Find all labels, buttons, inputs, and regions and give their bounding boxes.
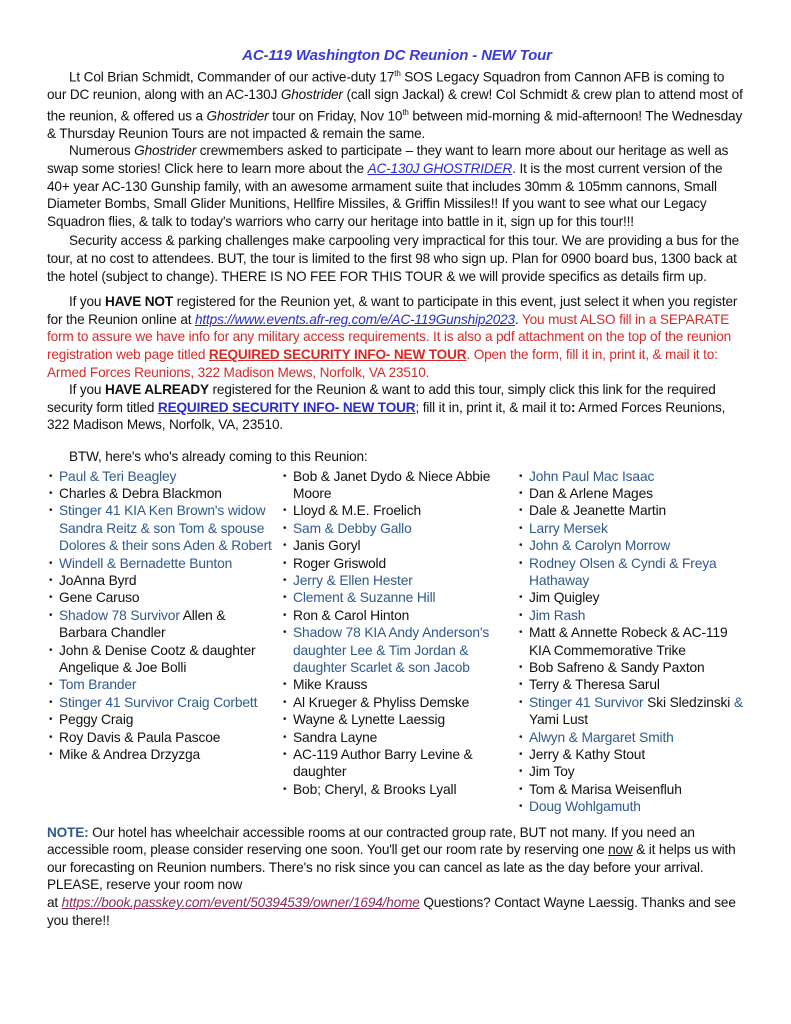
- attendee-item: [47, 589, 277, 606]
- attendee-columns: [47, 468, 747, 816]
- attendee-item: [281, 624, 511, 676]
- attendee-name: Roy Davis & Paula Pascoe: [59, 729, 221, 745]
- text: Our hotel has wheelchair accessible rooms at our contracted group rate, BUT not many. If you need an accessible room, please consider reserving one soon. You'll get our room rate by reserving one: [47, 824, 695, 858]
- attendee-item: [47, 572, 277, 589]
- text: If you: [69, 294, 105, 310]
- attendee-name: Tom Brander: [59, 677, 137, 693]
- attendee-name: Windell & Bernadette Bunton: [59, 555, 233, 571]
- attendee-name: Bob & Janet Dydo & Niece Abbie Moore: [293, 468, 491, 501]
- text: Questions? Contact Wayne Laessig. Thanks and see you there!!: [47, 895, 736, 928]
- text: Armed Forces Reunions, 322 Madison Mews, Norfolk, VA, 23510.: [47, 399, 726, 433]
- attendee-item: [281, 607, 511, 624]
- attendee-name: Gene Caruso: [59, 590, 140, 606]
- attendee-name: Sam & Debby Gallo: [293, 520, 412, 536]
- attendee-item: [47, 729, 277, 746]
- attendee-name: Shadow 78 KIA Andy Anderson's daughter Lee & Tim Jordan & daughter Scarlet & son Jacob: [293, 625, 490, 675]
- attendee-name: Roger Griswold: [293, 555, 386, 571]
- attendee-name: Bob; Cheryl, & Brooks Lyall: [293, 781, 457, 797]
- attendee-item: [47, 694, 277, 711]
- have-not-bold: HAVE NOT: [104, 294, 174, 310]
- attendee-item: [281, 468, 511, 503]
- attendee-item: [517, 607, 747, 624]
- text: Numerous: [69, 143, 135, 159]
- attendee-item: [517, 520, 747, 537]
- hotel-booking-link[interactable]: https://book.passkey.com/event/50394539/owner/1694/home: [61, 895, 420, 911]
- attendee-name: &: [733, 694, 743, 710]
- attendee-name: Larry Mersek: [529, 520, 608, 536]
- attendee-name: Tom & Marisa Weisenfluh: [529, 781, 682, 797]
- red-notice: You must ALSO fill in a SEPARATE form to assure we have info for any military access requirements. It is also a pdf attachment on the top of the reunion registration web page titled: [47, 311, 732, 362]
- attendee-item: [517, 502, 747, 519]
- attendee-name: JoAnna Byrd: [59, 572, 137, 588]
- now-underlined: now: [608, 842, 633, 858]
- attendee-name: Sandra Layne: [293, 729, 378, 745]
- attendees-heading: BTW, here's who's already coming to this Reunion:: [69, 448, 368, 464]
- attendee-name: Jim Rash: [529, 607, 586, 623]
- attendee-name: John & Carolyn Morrow: [529, 538, 671, 554]
- attendee-name: Wayne & Lynette Laessig: [293, 712, 445, 728]
- attendee-list-column-1: [47, 468, 277, 816]
- attendee-name: Allen & Barbara Chandler: [59, 607, 226, 641]
- attendee-name: Doug Wohlgamuth: [529, 799, 641, 815]
- attendee-item: [47, 607, 277, 642]
- attendee-item: [281, 555, 511, 572]
- security-form-link[interactable]: REQUIRED SECURITY INFO- NEW TOUR: [157, 399, 416, 415]
- text: SOS Legacy Squadron from Cannon AFB is coming to our DC reunion, along with an AC-130J: [47, 69, 725, 103]
- attendee-item: [47, 555, 277, 572]
- attendee-name: Bob Safreno & Sandy Paxton: [529, 660, 705, 675]
- attendee-name: Janis Goryl: [293, 538, 361, 554]
- text: at: [47, 895, 62, 911]
- attendee-name: Alwyn & Margaret Smith: [529, 729, 674, 745]
- attendee-item: [517, 694, 747, 729]
- text: :: [570, 399, 576, 415]
- attendee-item: [281, 694, 511, 711]
- attendee-item: [517, 676, 747, 693]
- hotel-note: [47, 824, 747, 930]
- attendee-item: [47, 676, 277, 693]
- attendee-name: Stinger 41 Survivor Craig Corbett: [59, 694, 258, 710]
- attendee-name: Paul & Teri Beagley: [59, 468, 177, 484]
- attendee-name: Stinger 41 Survivor: [529, 694, 648, 710]
- attendee-item: [517, 729, 747, 746]
- security-paragraph: Security access & parking challenges make carpooling very impractical for this tour. We are providing a bus for the tour, at no cost to attendees. BUT, the tour is limited to the first 98 who sign up. Plan for 0900 board bus, 1300 back at the hotel (subject to change). THERE IS NO FEE FOR THIS TOUR & we will provide specifics as details firm up.: [47, 233, 740, 284]
- attendee-name: AC-119 Author Barry Levine & daughter: [293, 747, 473, 780]
- attendee-name: Mike & Andrea Drzyzga: [59, 747, 201, 763]
- not-registered-paragraph: [47, 293, 747, 381]
- superscript: th: [394, 69, 401, 78]
- attendee-item: [517, 763, 747, 780]
- attendee-name: Dale & Jeanette Martin: [529, 503, 667, 519]
- text: tour on Friday, Nov 10: [268, 108, 403, 124]
- attendee-name: Jim Toy: [529, 764, 575, 780]
- text: .: [514, 311, 522, 327]
- attendee-list-column-2: [281, 468, 511, 816]
- attendee-name: Ski Sledzinski: [647, 694, 734, 710]
- security-form-link-red[interactable]: REQUIRED SECURITY INFO- NEW TOUR: [208, 346, 467, 362]
- attendee-item: [517, 485, 747, 502]
- note-label: NOTE:: [47, 824, 89, 840]
- attendee-name: Charles & Debra Blackmon: [59, 485, 222, 501]
- document-page: [47, 46, 747, 929]
- attendee-name: Clement & Suzanne Hill: [293, 590, 436, 606]
- text: between mid-morning & mid-afternoon! The Wednesday & Thursday Reunion Tours are not impacted & remain the same.: [47, 108, 743, 141]
- crew-paragraph: [47, 142, 747, 230]
- attendee-list-column-3: [517, 468, 747, 816]
- text: . It is the most current version of the 40+ year AC-130 Gunship family, with an awesome armament suite that includes 30mm & 105mm cannons, Small Diameter Bombs, Small Glider Munitions, Hellfire Missiles, & Griffin Missiles!! If you want to see what our Legacy Squadron flies, & talk to today's warriors who carry our heritage into battle in it, sign up for this tour!!!: [47, 161, 723, 229]
- attendee-name: Al Krueger & Phyliss Demske: [293, 694, 470, 710]
- ghostrider-italic: Ghostrider: [206, 108, 269, 124]
- attendee-item: [47, 711, 277, 728]
- text: registered for the Reunion yet, & want to participate in this event, just select it when you register for the Reunion online at: [47, 294, 738, 327]
- attendee-name: Ron & Carol Hinton: [293, 607, 410, 623]
- intro-paragraph: [47, 65, 747, 142]
- attendee-item: [281, 572, 511, 589]
- attendee-item: [47, 485, 277, 502]
- attendee-name: Rodney Olsen & Cyndi & Freya Hathaway: [529, 555, 717, 588]
- text: Lt Col Brian Schmidt, Commander of our active-duty 17: [69, 69, 395, 85]
- attendee-item: [517, 537, 747, 554]
- attendee-name: Jim Quigley: [529, 590, 600, 606]
- attendee-name: Jerry & Kathy Stout: [529, 747, 646, 763]
- ghostrider-italic: Ghostrider: [134, 143, 197, 159]
- page-title: AC-119 Washington DC Reunion - NEW Tour: [242, 47, 552, 64]
- ghostrider-italic: Ghostrider: [280, 87, 343, 103]
- attendee-item: [517, 468, 747, 485]
- text: If you: [69, 382, 105, 398]
- attendee-name: Dan & Arlene Mages: [529, 485, 653, 501]
- attendee-item: [281, 537, 511, 554]
- attendee-item: [517, 746, 747, 763]
- attendee-name: Shadow 78 Survivor: [59, 607, 183, 623]
- registration-link[interactable]: https://www.events.afr-reg.com/e/AC-119Gunship2023: [195, 311, 515, 327]
- attendee-item: [281, 781, 511, 798]
- attendee-item: [517, 798, 747, 815]
- attendee-item: [281, 520, 511, 537]
- attendee-name: Lloyd & M.E. Froelich: [293, 503, 421, 519]
- attendee-item: [517, 781, 747, 798]
- red-notice: . Open the form, fill it in, print it, & mail it to: Armed Forces Reunions, 322 Madison Mews, Norfolk, VA 23510.: [47, 346, 718, 380]
- superscript: th: [402, 107, 409, 117]
- attendee-item: [517, 555, 747, 590]
- attendee-item: [47, 642, 277, 677]
- attendee-name: Yami Lust: [529, 712, 588, 728]
- attendee-item: [281, 746, 511, 781]
- attendee-name: Stinger 41 KIA Ken Brown's widow Sandra Reitz & son Tom & spouse Dolores & their sons Aden & Robert: [59, 503, 272, 554]
- attendee-item: [281, 676, 511, 693]
- text: registered for the Reunion & want to add this tour, simply click this link for the required security form titled: [47, 382, 716, 415]
- attendee-item: [281, 589, 511, 606]
- text: & it helps us with our forecasting on Reunion numbers. There's no risk since you can cancel as late as the day before your arrival. PLEASE, reserve your room now: [47, 842, 736, 893]
- attendee-name: Peggy Craig: [59, 712, 134, 728]
- attendee-item: [517, 589, 747, 606]
- attendee-name: Mike Krauss: [293, 677, 368, 693]
- have-already-bold: HAVE ALREADY: [104, 382, 209, 398]
- attendee-name: John Paul Mac Isaac: [529, 468, 655, 484]
- attendee-item: [517, 659, 747, 676]
- attendee-name: Terry & Theresa Sarul: [529, 677, 660, 693]
- attendee-item: [47, 746, 277, 763]
- attendee-item: [281, 711, 511, 728]
- attendee-item: [517, 624, 747, 659]
- already-registered-paragraph: [47, 381, 747, 434]
- text: ; fill it in, print it, & mail it to: [415, 399, 571, 415]
- attendee-item: [281, 729, 511, 746]
- ac130j-link[interactable]: AC-130J GHOSTRIDER: [367, 161, 513, 177]
- text: crewmembers asked to participate – they want to learn more about our heritage as well as swap some stories! Click here to learn more about the: [47, 143, 729, 177]
- attendee-name: John & Denise Cootz & daughter Angelique & Joe Bolli: [59, 642, 256, 675]
- attendee-name: Jerry & Ellen Hester: [293, 572, 413, 588]
- text: (call sign Jackal) & crew! Col Schmidt & crew plan to attend most of the reunion, & offered us a: [47, 87, 743, 124]
- attendee-item: [281, 502, 511, 519]
- attendee-name: Matt & Annette Robeck & AC-119 KIA Commemorative Trike: [529, 625, 728, 658]
- attendee-item: [47, 468, 277, 485]
- attendee-item: [47, 502, 277, 554]
